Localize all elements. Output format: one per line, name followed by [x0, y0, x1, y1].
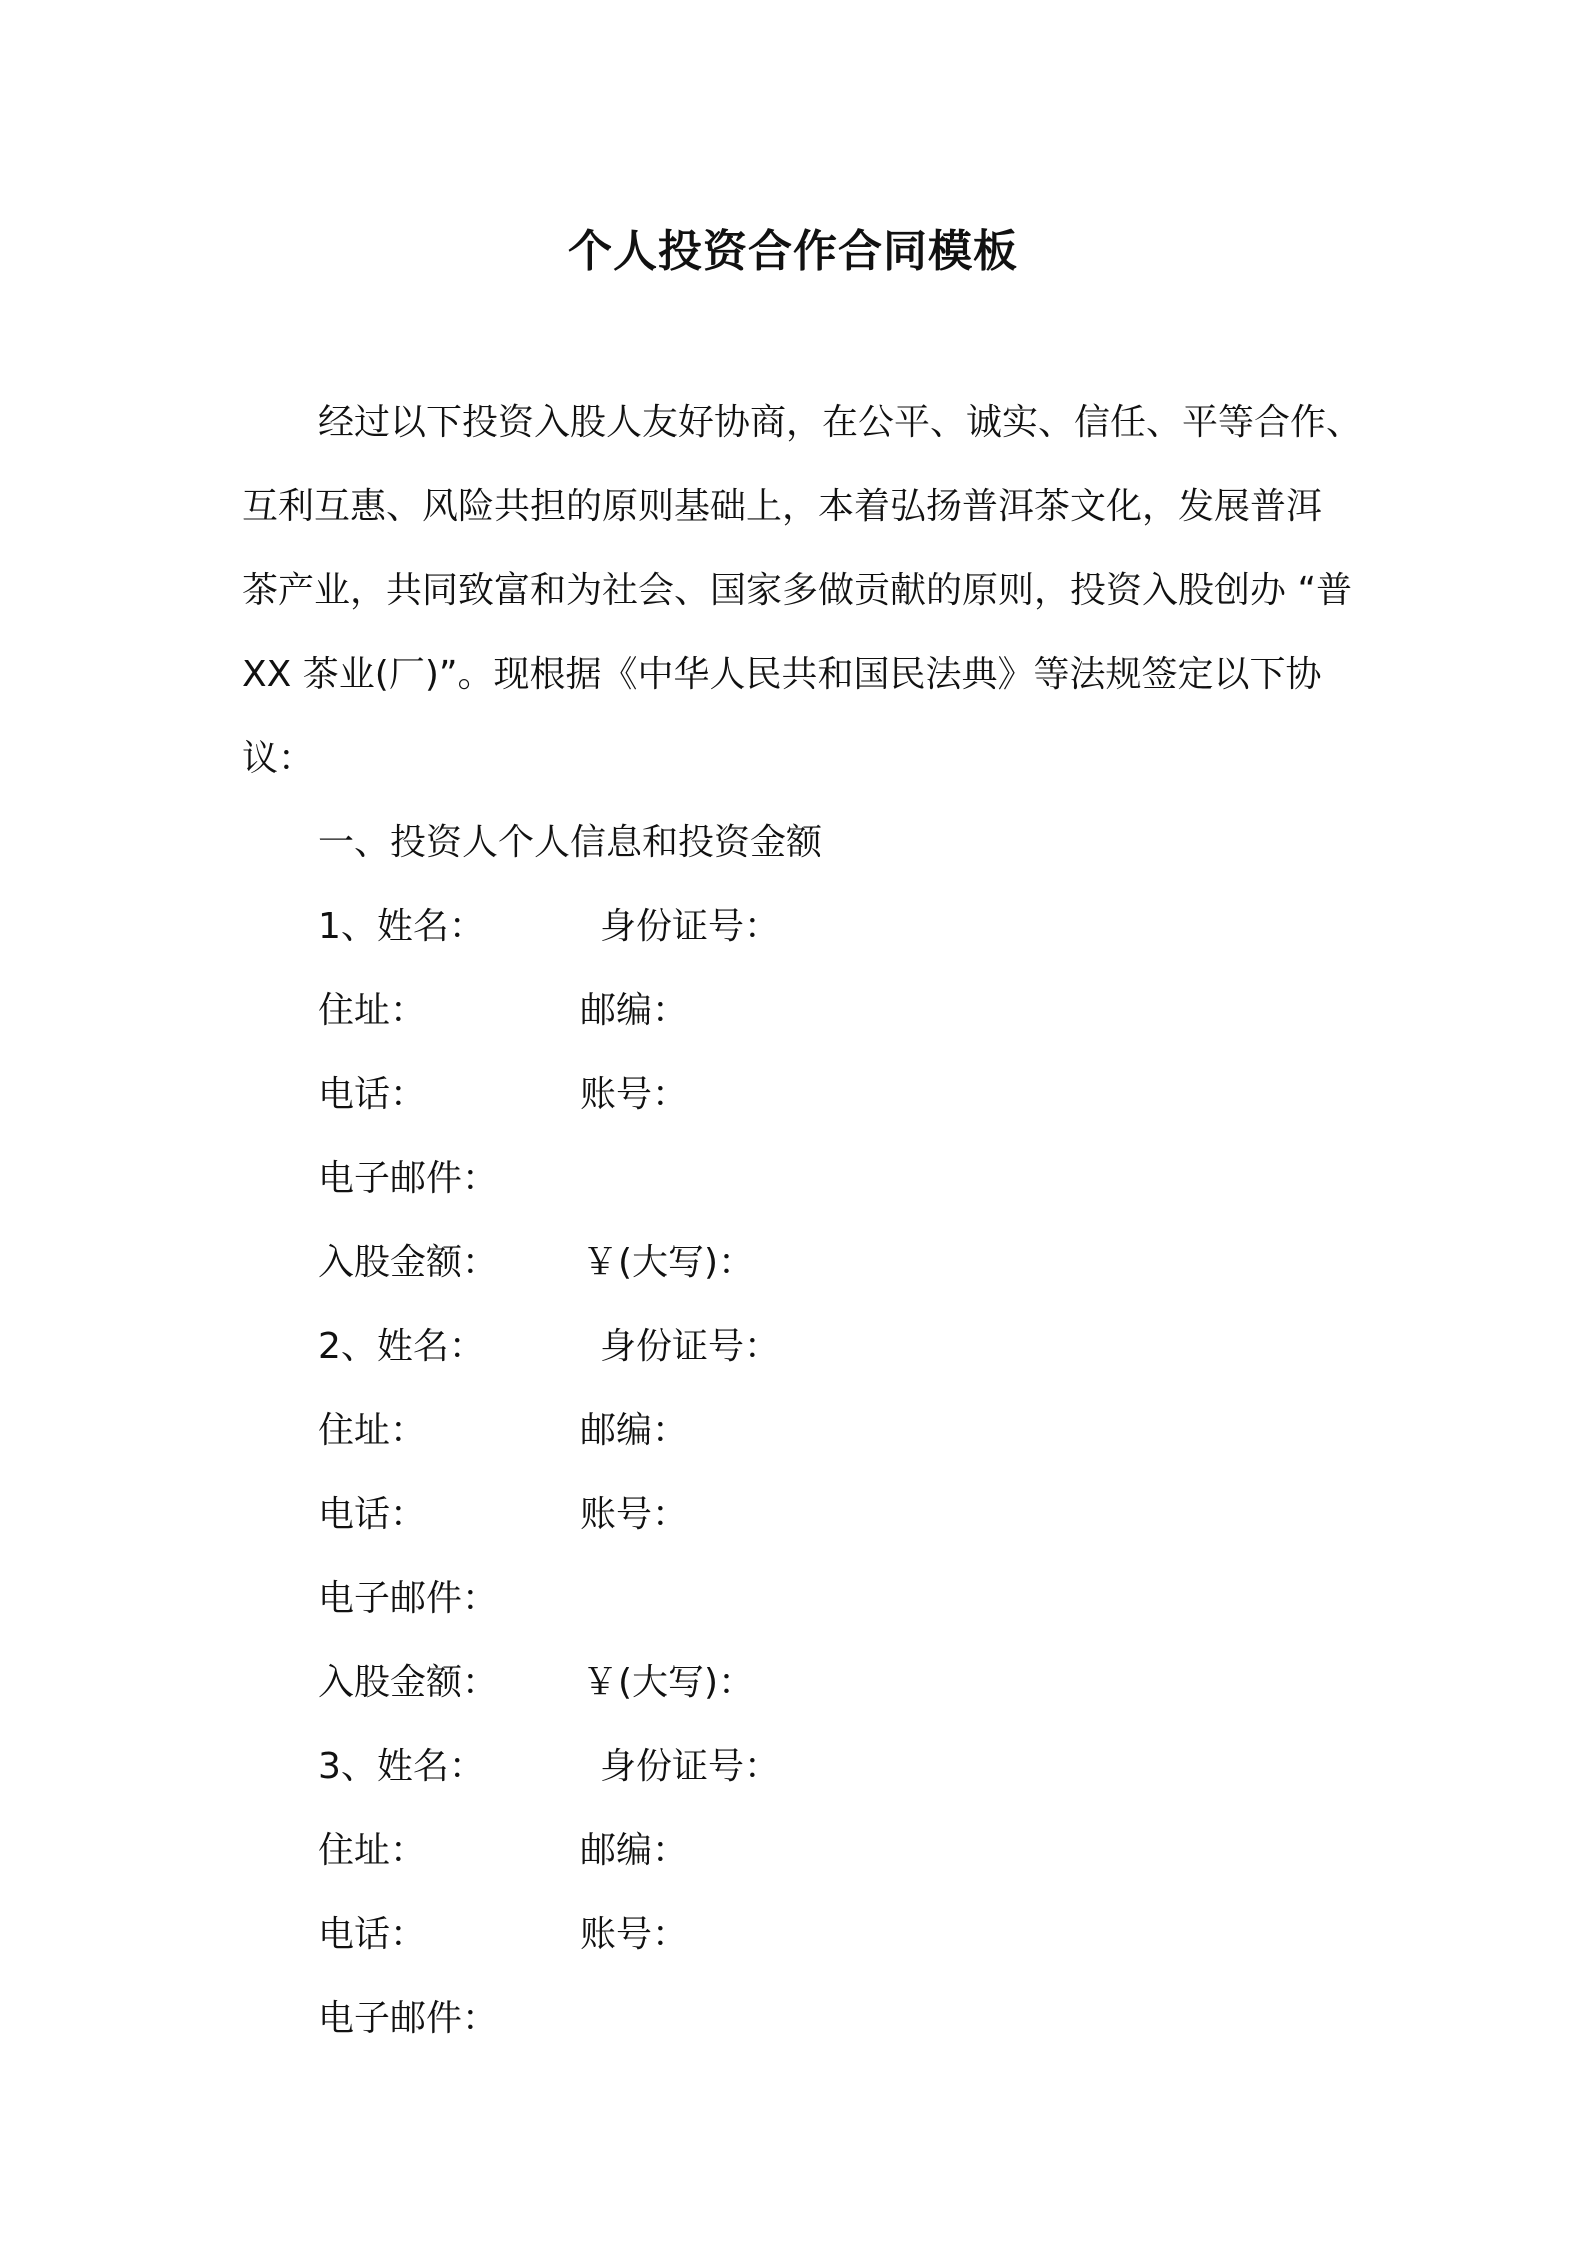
investor-3-id-label: 身份证号：: [600, 1746, 781, 1787]
investor-3-address-label: 住址：: [318, 1830, 427, 1871]
intro-line: 经过以下投资入股人友好协商，在公平、诚实、信任、平等合作、: [318, 402, 1363, 443]
investor-2-phone-label: 电话：: [318, 1494, 427, 1535]
investor-1-id-label: 身份证号：: [600, 906, 781, 947]
investor-1-amount-upper-label: ￥(大写)：: [582, 1242, 755, 1283]
intro-line: XX 茶业(厂)”。现根据《中华人民共和国民法典》等法规签定以下协: [242, 654, 1322, 695]
investor-3-email-label: 电子邮件：: [318, 1998, 499, 2039]
investor-2-account-label: 账号：: [580, 1494, 689, 1535]
intro-line: 茶产业，共同致富和为社会、国家多做贡献的原则，投资入股创办 “普: [242, 570, 1353, 611]
investor-2-address-label: 住址：: [318, 1410, 427, 1451]
investor-2-email-label: 电子邮件：: [318, 1578, 499, 1619]
investor-2-amount-label: 入股金额：: [318, 1662, 499, 1703]
intro-line: 互利互惠、风险共担的原则基础上，本着弘扬普洱茶文化，发展普洱: [242, 486, 1323, 527]
intro-line: 议：: [242, 738, 315, 779]
investor-2-id-label: 身份证号：: [600, 1326, 781, 1367]
section-heading: 一、投资人个人信息和投资金额: [318, 822, 823, 863]
investor-2-name-label: 2、姓名：: [318, 1326, 485, 1367]
investor-2-postcode-label: 邮编：: [580, 1410, 689, 1451]
investor-1-email-label: 电子邮件：: [318, 1158, 499, 1199]
investor-1-address-label: 住址：: [318, 990, 427, 1031]
document-title: 个人投资合作合同模板: [568, 226, 1018, 277]
investor-3-account-label: 账号：: [580, 1914, 689, 1955]
investor-3-postcode-label: 邮编：: [580, 1830, 689, 1871]
investor-3-name-label: 3、姓名：: [318, 1746, 485, 1787]
investor-3-phone-label: 电话：: [318, 1914, 427, 1955]
investor-1-phone-label: 电话：: [318, 1074, 427, 1115]
investor-1-account-label: 账号：: [580, 1074, 689, 1115]
investor-1-name-label: 1、姓名：: [318, 906, 485, 947]
investor-1-amount-label: 入股金额：: [318, 1242, 499, 1283]
investor-2-amount-upper-label: ￥(大写)：: [582, 1662, 755, 1703]
investor-1-postcode-label: 邮编：: [580, 990, 689, 1031]
